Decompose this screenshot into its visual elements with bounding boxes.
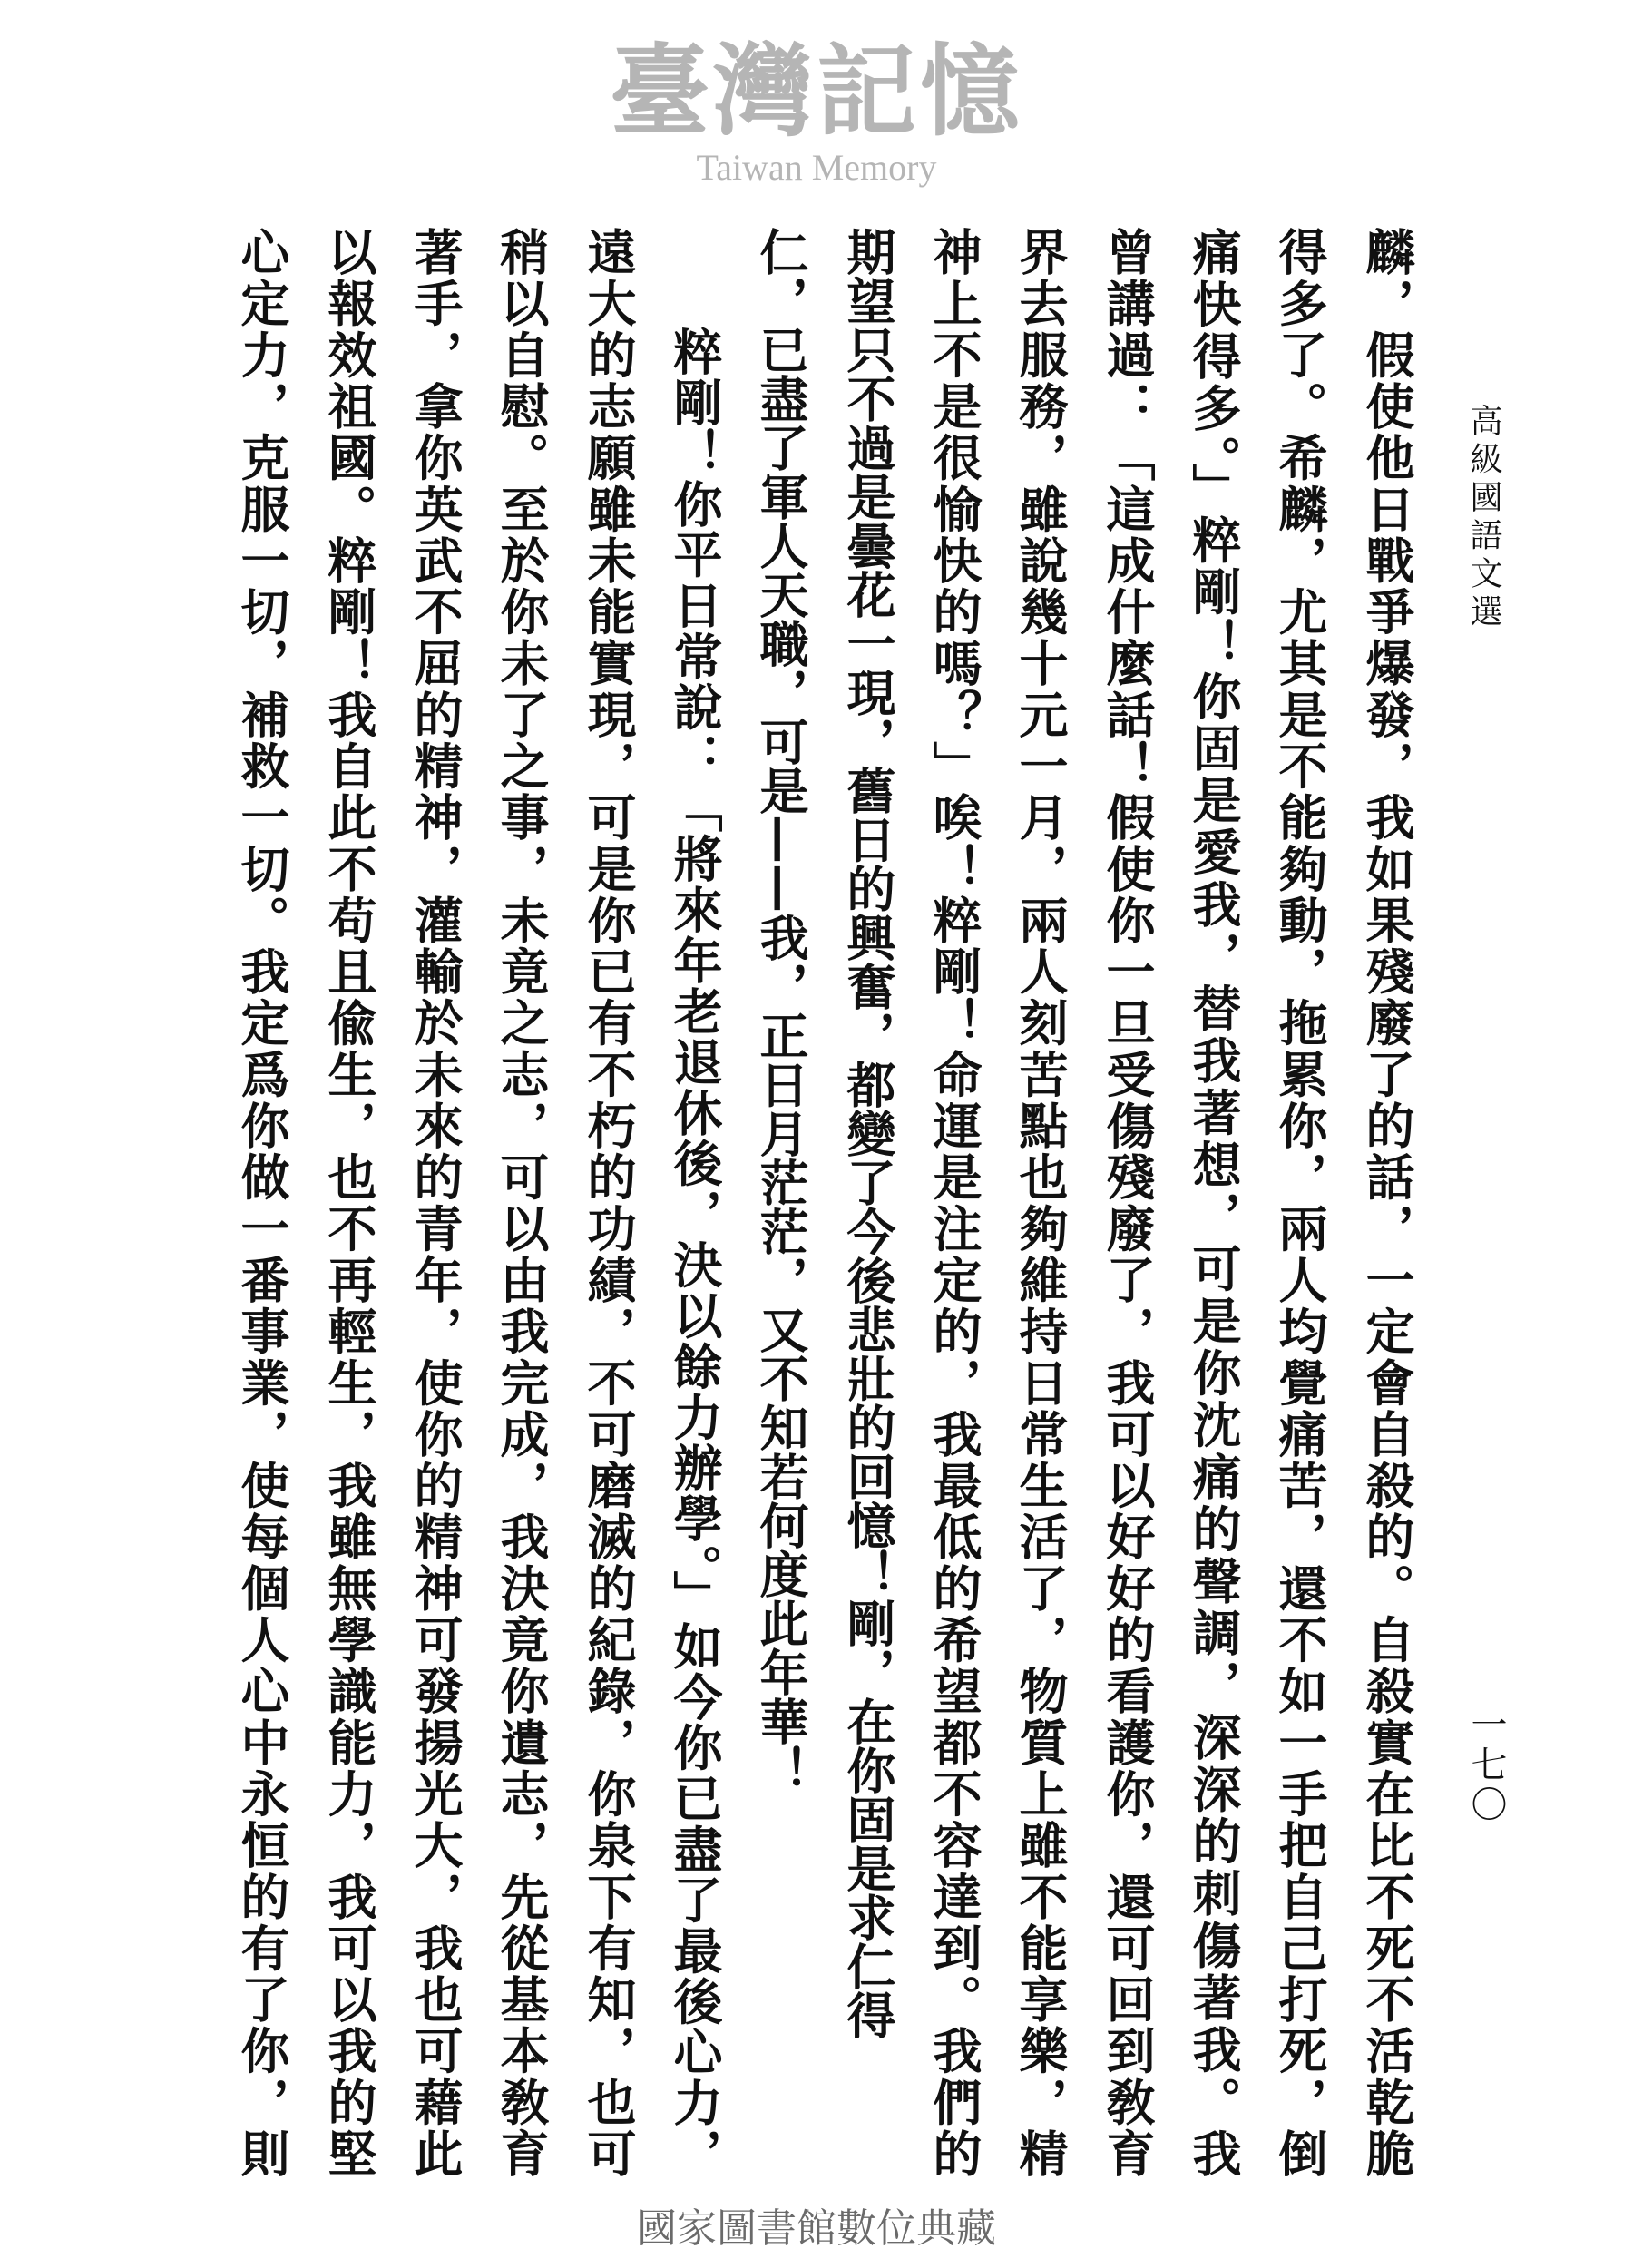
text-column: 以報效祖國。粹剛！我自此不苟且偸生，也不再輕生，我雖無學識能力，我可以我的堅 [320, 227, 378, 2177]
text-column: 神上不是很愉快的嗎？」唉！粹剛！命運是注定的，我最低的希望都不容達到。我們的 [925, 227, 983, 2177]
book-title-header: 高級國語文選 [1465, 404, 1502, 632]
text-column: 心定力，克服一切，補救一切。我定爲你做一番事業，使每個人心中永恒的有了你，則 [233, 227, 291, 2177]
page-number: 一七〇 [1465, 1706, 1507, 1825]
source-footer: 國家圖書館數位典藏 [637, 2205, 996, 2252]
text-column: 期望只不過是曇花一現，舊日的興奮，都變了今後悲壯的回憶！剛，在你固是求仁得 [839, 227, 897, 2039]
text-column: 著手，拿你英武不屈的精神，灌輸於未來的青年，使你的精神可發揚光大，我也可藉此 [406, 227, 464, 2177]
text-column: 界去服務，雖說幾十元一月，兩人刻苦點也夠維持日常生活了，物質上雖不能享樂，精 [1012, 227, 1070, 2177]
text-column: 仁，已盡了軍人天職，可是——我，正日月茫茫，又不知若何度此年華！ [752, 227, 810, 1794]
vertical-text-body [200, 227, 1415, 2177]
text-column: 痛快得多。」粹剛！你固是愛我，替我著想，可是你沈痛的聲調，深深的刺傷著我。我 [1185, 227, 1243, 2177]
text-column: 得多了。希麟，尤其是不能夠動，拖累你，兩人均覺痛苦，還不如一手把自己打死，倒 [1271, 227, 1329, 2177]
taiwan-memory-watermark [0, 33, 1633, 190]
watermark-chinese: 臺灣記憶 [610, 33, 1023, 150]
text-column: 遠大的志願雖未能實現，可是你已有不朽的功績，不可磨滅的紀錄，你泉下有知，也可 [580, 227, 638, 2177]
text-column: 曾講過：「這成什麼話！假使你一旦受傷殘廢了，我可以好好的看護你，還可回到敎育 [1099, 227, 1157, 2177]
text-column: 稍以自慰。至於你未了之事，未竟之志，可以由我完成，我決竟你遺志，先從基本敎育 [493, 227, 551, 2177]
text-column: 粹剛！你平日常說：「將來年老退休後，決以餘力辦學。」如今你已盡了最後心力， [666, 327, 724, 2177]
text-column: 麟，假使他日戰爭爆發，我如果殘廢了的話，一定會自殺的。自殺實在比不死不活乾脆 [1358, 227, 1416, 2177]
watermark-english: Taiwan Memory [696, 147, 937, 188]
